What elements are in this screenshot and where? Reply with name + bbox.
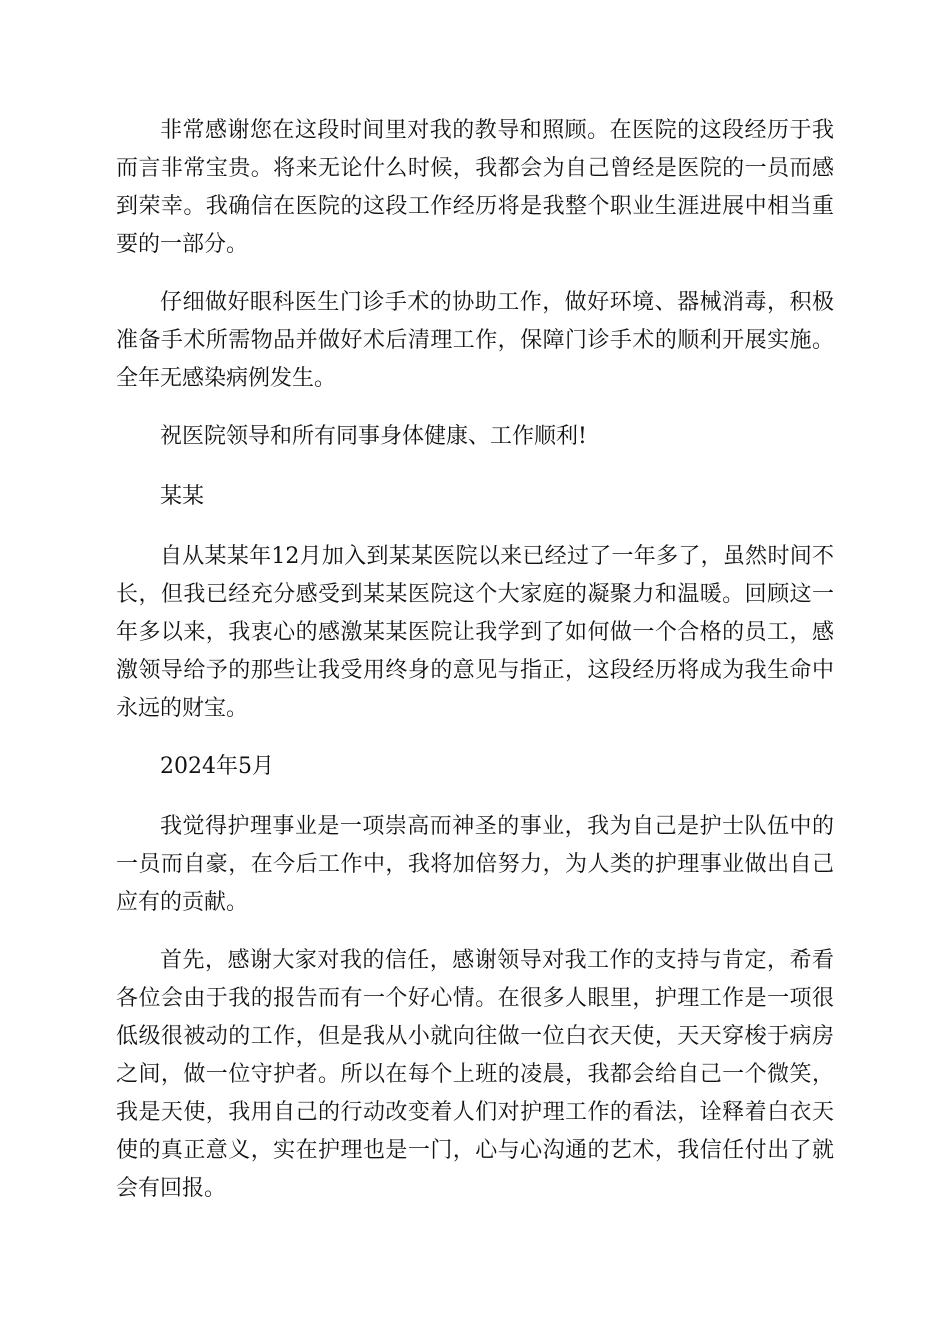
paragraph-review: 自从某某年12月加入到某某医院以来已经过了一年多了，虽然时间不长，但我已经充分感受到某某医院这个大家庭的凝聚力和温暖。回顾这一年多以来，我衷心的感激某某医院让我学到了如何做一个合格的员工，感激领导给予的那些让我受用终身的意见与指正，这段经历将成为我生命中永远的财宝。 (116, 544, 834, 721)
paragraph-surgery-assist: 仔细做好眼科医生门诊手术的协助工作，做好环境、器械消毒，积极准备手术所需物品并做好术后清理工作，保障门诊手术的顺利开展实施。全年无感染病例发生。 (116, 290, 834, 391)
paragraph-wishes: 祝医院领导和所有同事身体健康、工作顺利! (160, 424, 587, 449)
signature-date: 2024年5月 (160, 754, 274, 779)
paragraph-report: 首先，感谢大家对我的信任，感谢领导对我工作的支持与肯定，希看各位会由于我的报告而有一个好心情。在很多人眼里，护理工作是一项很低级很被动的工作，但是我从小就向往做一位白衣天使，天天穿梭于病房之间，做一位守护者。所以在每个上班的凌晨，我都会给自己一个微笑，我是天使，我用自己的行动改变着人们对护理工作的看法，诠释着白衣天使的真正意义，实在护理也是一门，心与心沟通的艺术，我信任付出了就会有回报。 (116, 948, 834, 1201)
paragraph-nursing-career: 我觉得护理事业是一项崇高而神圣的事业，我为自己是护士队伍中的一员而自豪，在今后工作中，我将加倍努力，为人类的护理事业做出自己应有的贡献。 (116, 814, 834, 915)
signature-name: 某某 (160, 484, 205, 509)
paragraph-thanks: 非常感谢您在这段时间里对我的教导和照顾。在医院的这段经历于我而言非常宝贵。将来无论什么时候，我都会为自己曾经是医院的一员而感到荣幸。我确信在医院的这段工作经历将是我整个职业生涯进展中相当重要的一部分。 (116, 118, 834, 257)
document-body (116, 112, 834, 1228)
